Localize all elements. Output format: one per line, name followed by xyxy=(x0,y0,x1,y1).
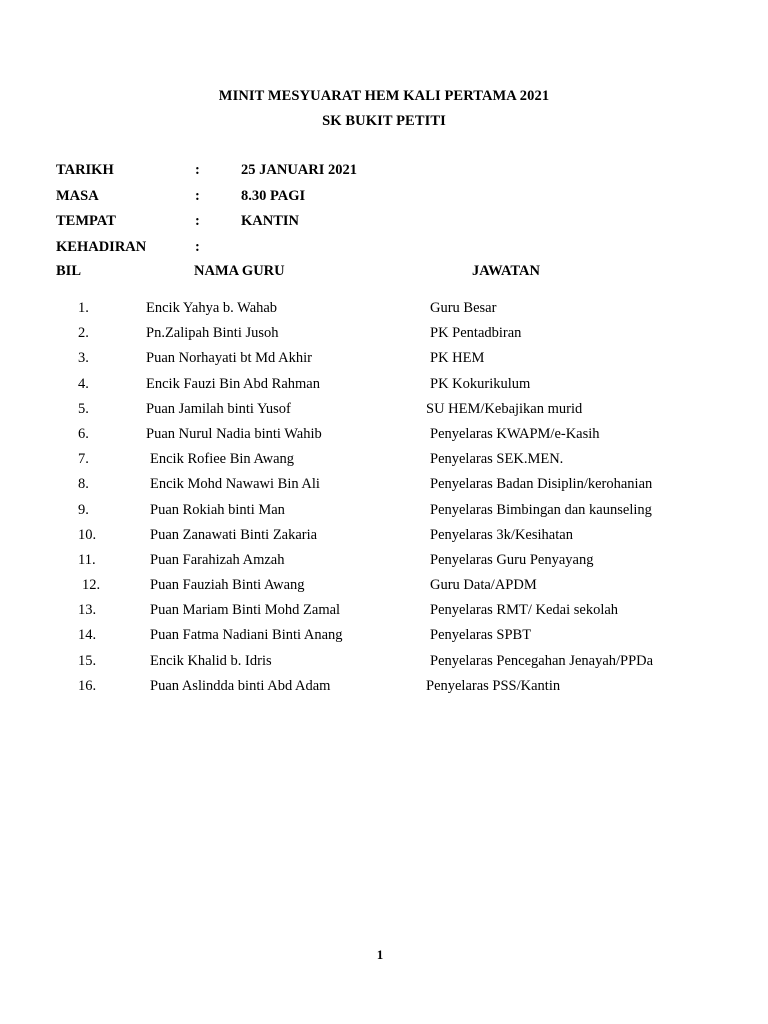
teacher-name: Puan Fauziah Binti Awang xyxy=(150,577,305,594)
header-jawatan: JAWATAN xyxy=(472,263,540,279)
tarikh-label: TARIKH xyxy=(56,162,114,178)
tempat-value: KANTIN xyxy=(241,213,300,229)
teacher-position: Penyelaras RMT/ Kedai sekolah xyxy=(430,602,619,619)
row-number: 1. xyxy=(78,300,89,316)
row-number: 5. xyxy=(78,400,89,417)
table-row xyxy=(0,602,768,627)
teacher-name: Puan Zanawati Binti Zakaria xyxy=(150,526,318,543)
table-row xyxy=(0,678,768,703)
teacher-name: Puan Norhayati bt Md Akhir xyxy=(146,350,312,367)
teacher-position: PK HEM xyxy=(430,350,485,367)
row-number: 7. xyxy=(78,451,89,468)
table-row xyxy=(0,376,768,401)
document-title: MINIT MESYUARAT HEM KALI PERTAMA 2021 xyxy=(218,88,550,104)
teacher-name: Encik Rofiee Bin Awang xyxy=(150,451,295,468)
table-row xyxy=(0,552,768,577)
table-row xyxy=(0,627,768,652)
row-number: 14. xyxy=(78,627,97,644)
table-row xyxy=(0,300,768,325)
teacher-position: Penyelaras Guru Penyayang xyxy=(430,551,594,568)
colon: : xyxy=(195,162,200,178)
kehadiran-label: KEHADIRAN xyxy=(56,239,147,255)
teacher-position: Penyelaras 3k/Kesihatan xyxy=(430,526,573,543)
teacher-name: Puan Nurul Nadia binti Wahib xyxy=(146,425,322,442)
teacher-name: Encik Mohd Nawawi Bin Ali xyxy=(150,476,320,493)
table-row xyxy=(0,451,768,476)
teacher-position: Penyelaras KWAPM/e-Kasih xyxy=(430,425,600,442)
tarikh-value: 25 JANUARI 2021 xyxy=(241,162,357,178)
teacher-name: Puan Fatma Nadiani Binti Anang xyxy=(150,627,343,644)
row-number: 8. xyxy=(78,476,89,493)
teacher-position: Penyelaras Pencegahan Jenayah/PPDa xyxy=(430,652,654,669)
teacher-name: Puan Mariam Binti Mohd Zamal xyxy=(150,602,341,619)
row-number: 4. xyxy=(78,375,89,392)
teacher-position: Guru Besar xyxy=(430,300,497,316)
table-row xyxy=(0,426,768,451)
teacher-position: Penyelaras Badan Disiplin/kerohanian xyxy=(430,476,653,493)
table-row xyxy=(0,577,768,602)
row-number: 16. xyxy=(78,677,97,694)
colon: : xyxy=(195,213,200,229)
teacher-position: Guru Data/APDM xyxy=(430,577,537,594)
colon: : xyxy=(195,239,200,255)
teacher-name: Puan Aslindda binti Abd Adam xyxy=(150,677,331,694)
teacher-name: Pn.Zalipah Binti Jusoh xyxy=(146,325,279,342)
teacher-name: Encik Yahya b. Wahab xyxy=(146,300,278,316)
tempat-label: TEMPAT xyxy=(56,213,116,229)
colon: : xyxy=(195,188,200,204)
row-number: 10. xyxy=(78,526,97,543)
row-number: 9. xyxy=(78,501,89,518)
teacher-position: PK Kokurikulum xyxy=(430,375,531,392)
table-row xyxy=(0,401,768,426)
teacher-position: PK Pentadbiran xyxy=(430,325,522,342)
table-row xyxy=(0,476,768,501)
masa-label: MASA xyxy=(56,188,99,204)
row-number: 6. xyxy=(78,425,89,442)
table-row xyxy=(0,350,768,375)
row-number: 11. xyxy=(78,551,96,568)
row-number: 12. xyxy=(82,577,101,594)
teacher-position: SU HEM/Kebajikan murid xyxy=(426,400,583,417)
table-row xyxy=(0,325,768,350)
teacher-name: Puan Farahizah Amzah xyxy=(150,551,285,568)
row-number: 3. xyxy=(78,350,89,367)
masa-value: 8.30 PAGI xyxy=(241,188,306,204)
teacher-name: Encik Khalid b. Idris xyxy=(150,652,272,669)
teacher-name: Puan Rokiah binti Man xyxy=(150,501,285,518)
school-name: SK BUKIT PETITI xyxy=(322,113,446,129)
header-nama-guru: NAMA GURU xyxy=(194,263,285,279)
page-number: 1 xyxy=(376,947,384,962)
teacher-name: Puan Jamilah binti Yusof xyxy=(146,400,291,417)
teacher-position: Penyelaras Bimbingan dan kaunseling xyxy=(430,501,652,518)
teacher-position: Penyelaras PSS/Kantin xyxy=(426,677,561,694)
table-row xyxy=(0,502,768,527)
teacher-name: Encik Fauzi Bin Abd Rahman xyxy=(146,375,320,392)
teacher-position: Penyelaras SPBT xyxy=(430,627,532,644)
table-row xyxy=(0,527,768,552)
row-number: 13. xyxy=(78,602,97,619)
teacher-position: Penyelaras SEK.MEN. xyxy=(430,451,564,468)
attendance-list xyxy=(0,300,768,703)
table-row xyxy=(0,653,768,678)
row-number: 2. xyxy=(78,325,89,342)
header-bil: BIL xyxy=(56,263,81,279)
row-number: 15. xyxy=(78,652,97,669)
attendance-table-header xyxy=(0,263,768,283)
